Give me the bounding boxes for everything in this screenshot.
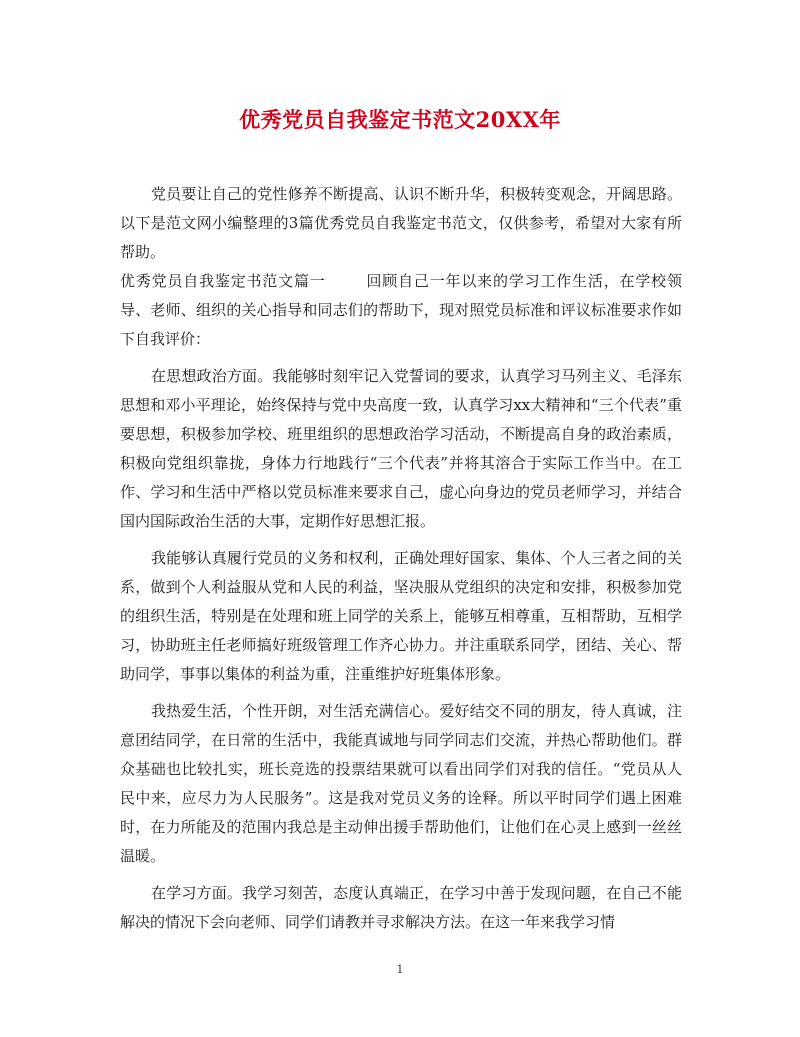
intro-paragraph: 党员要让自己的党性修养不断提高、认识不断升华，积极转变观念，开阔思路。以下是范文网小编整理的3篇优秀党员自我鉴定书范文，仅供参考，希望对大家有所帮助。	[120, 185, 682, 261]
body-paragraph-life: 我热爱生活，个性开朗，对生活充满信心。爱好结交不同的朋友，待人真诚，注意团结同学，在日常的生活中，我能真诚地与同学同志们交流，并热心帮助他们。群众基础也比较扎实，班长竞选的投票结果就可以看出同学们对我的信任。“党员从人民中来，应尽力为人民服务”。这是我对党员义务的诠释。所以平时同学们遇上困难时，在力所能及的范围内我总是主动伸出援手帮助他们，让他们在心灵上感到一丝丝温暖。	[120, 702, 682, 865]
section-start-paragraph	[120, 267, 682, 354]
document-title: 优秀党员自我鉴定书范文20XX年	[239, 107, 561, 132]
body-paragraph-duties: 我能够认真履行党员的义务和权利，正确处理好国家、集体、个人三者之间的关系，做到个人利益服从党和人民的利益，坚决服从党组织的决定和安排，积极参加党的组织生活，特别是在处理和班上同学的关系上，能够互相尊重，互相帮助，互相学习，协助班主任老师搞好班级管理工作齐心协力。并注重联系同学，团结、关心、帮助同学，事事以集体的利益为重，注重维护好班集体形象。	[120, 549, 682, 683]
section-opening: 回顾自己一年以来的学习工作生活，在学校领导、老师、组织的关心指导和同志们的帮助下，现对照党员标准和评议标准要求作如下自我评价：	[120, 272, 682, 348]
document-body	[120, 180, 682, 945]
body-paragraph-study: 在学习方面。我学习刻苦，态度认真端正，在学习中善于发现问题，在自己不能解决的情况下会向老师、同学们请教并寻求解决方法。在这一年来我学习情	[120, 884, 682, 931]
body-paragraph-political: 在思想政治方面。我能够时刻牢记入党誓词的要求，认真学习马列主义、毛泽东思想和邓小平理论，始终保持与党中央高度一致，认真学习xx大精神和“三个代表”重要思想，积极参加学校、班里组织的思想政治学习活动，不断提高自身的政治素质，积极向党组织靠拢，身体力行地践行“三个代表”并将其溶合于实际工作当中。在工作、学习和生活中严格以党员标准来要求自己，虚心向身边的党员老师学习，并结合国内国际政治生活的大事，定期作好思想汇报。	[120, 367, 682, 530]
section-heading: 优秀党员自我鉴定书范文篇一	[120, 272, 326, 290]
page-number: 1	[396, 963, 404, 976]
